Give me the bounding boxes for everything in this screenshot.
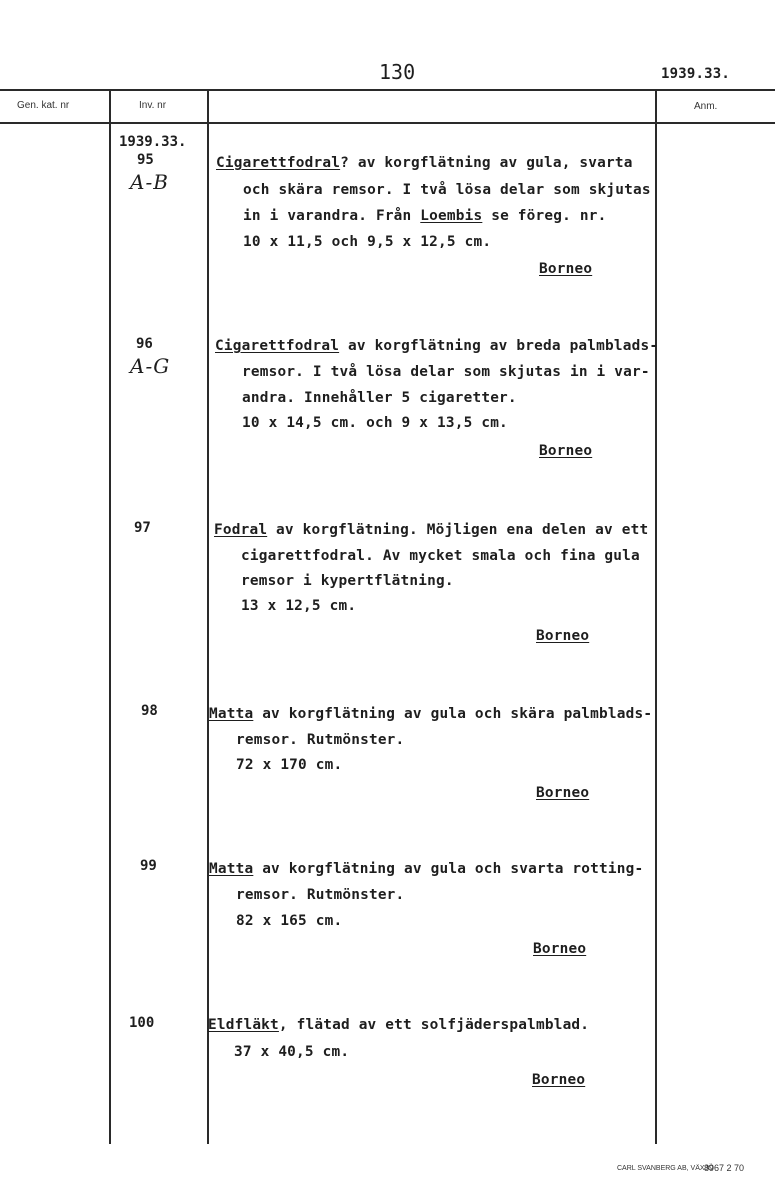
- anm-header: Anm.: [694, 101, 718, 112]
- printer-imprint: CARL SVANBERG AB, VÄXJÖ: [617, 1165, 714, 1172]
- entry-97-term: Fodral: [214, 522, 268, 538]
- entry-97-line-3: remsor i kypertflätning.: [241, 573, 454, 589]
- entry-95-source: Loembis: [420, 208, 483, 224]
- entry-100-term: Eldfläkt: [208, 1017, 279, 1033]
- entry-95-line-3: in i varandra. Från Loembis se föreg. nr.: [243, 208, 607, 224]
- page-number: 130: [379, 60, 416, 84]
- inv-number-97: 97: [134, 520, 151, 536]
- entry-96-line-3: andra. Innehåller 5 cigaretter.: [242, 390, 517, 406]
- header-bottom-rule: [0, 122, 775, 124]
- inv-number-99: 99: [140, 858, 157, 874]
- entry-98-line-3: 72 x 170 cm.: [236, 757, 343, 773]
- column-rule-desc-anm: [655, 89, 657, 1144]
- header-top-rule: [0, 89, 775, 91]
- entry-96-line-1: Cigarettfodral av korgflätning av breda palmblads-: [215, 338, 659, 354]
- entry-97-line-1: Fodral av korgflätning. Möjligen ena delen av ett: [214, 522, 649, 538]
- entry-95-line-4: 10 x 11,5 och 9,5 x 12,5 cm.: [243, 234, 492, 250]
- entry-99-line-1: Matta av korgflätning av gula och svarta rotting-: [209, 861, 644, 877]
- entry-99-origin: Borneo: [533, 941, 587, 957]
- inv-number-100: 100: [129, 1015, 155, 1031]
- entry-96-origin: Borneo: [539, 443, 593, 459]
- entry-100-line-2: 37 x 40,5 cm.: [234, 1044, 350, 1060]
- entry-99-line-2: remsor. Rutmönster.: [236, 887, 405, 903]
- inv-header: Inv. nr: [139, 100, 167, 111]
- entry-97-line-4: 13 x 12,5 cm.: [241, 598, 357, 614]
- entry-96-line-4: 10 x 14,5 cm. och 9 x 13,5 cm.: [242, 415, 508, 431]
- handwritten-mark-96: A-G: [130, 354, 171, 378]
- handwritten-mark-95: A-B: [130, 170, 169, 194]
- entry-95-term: Cigarettfodral: [216, 155, 341, 171]
- entry-95-line-1: Cigarettfodral? av korgflätning av gula, svarta: [216, 155, 633, 171]
- entry-96-line-2: remsor. I två lösa delar som skjutas in i var-: [242, 364, 650, 380]
- entry-97-origin: Borneo: [536, 628, 590, 644]
- entry-98-line-1: Matta av korgflätning av gula och skära palmblads-: [209, 706, 653, 722]
- inv-number-96: 96: [136, 336, 153, 352]
- entry-98-origin: Borneo: [536, 785, 590, 801]
- entry-95-origin: Borneo: [539, 261, 593, 277]
- column-rule-gen-inv: [109, 89, 111, 1144]
- entry-99-term: Matta: [209, 861, 254, 877]
- inv-number-95: 95: [137, 152, 154, 168]
- entry-98-term: Matta: [209, 706, 254, 722]
- gen-kat-header: Gen. kat. nr: [17, 100, 70, 111]
- entry-98-line-2: remsor. Rutmönster.: [236, 732, 405, 748]
- form-number: 8967 2 70: [704, 1163, 745, 1173]
- entry-96-term: Cigarettfodral: [215, 338, 340, 354]
- entry-99-line-3: 82 x 165 cm.: [236, 913, 343, 929]
- entry-100-line-1: Eldfläkt, flätad av ett solfjäderspalmblad.: [208, 1017, 590, 1033]
- inv-number-98: 98: [141, 703, 158, 719]
- top-accession-number: 1939.33.: [661, 66, 731, 82]
- column-rule-inv-desc: [207, 89, 209, 1144]
- entry-100-origin: Borneo: [532, 1072, 586, 1088]
- entry-95-line-2: och skära remsor. I två lösa delar som skjutas: [243, 182, 651, 198]
- series-label: 1939.33.: [119, 134, 187, 150]
- entry-97-line-2: cigarettfodral. Av mycket smala och fina gula: [241, 548, 640, 564]
